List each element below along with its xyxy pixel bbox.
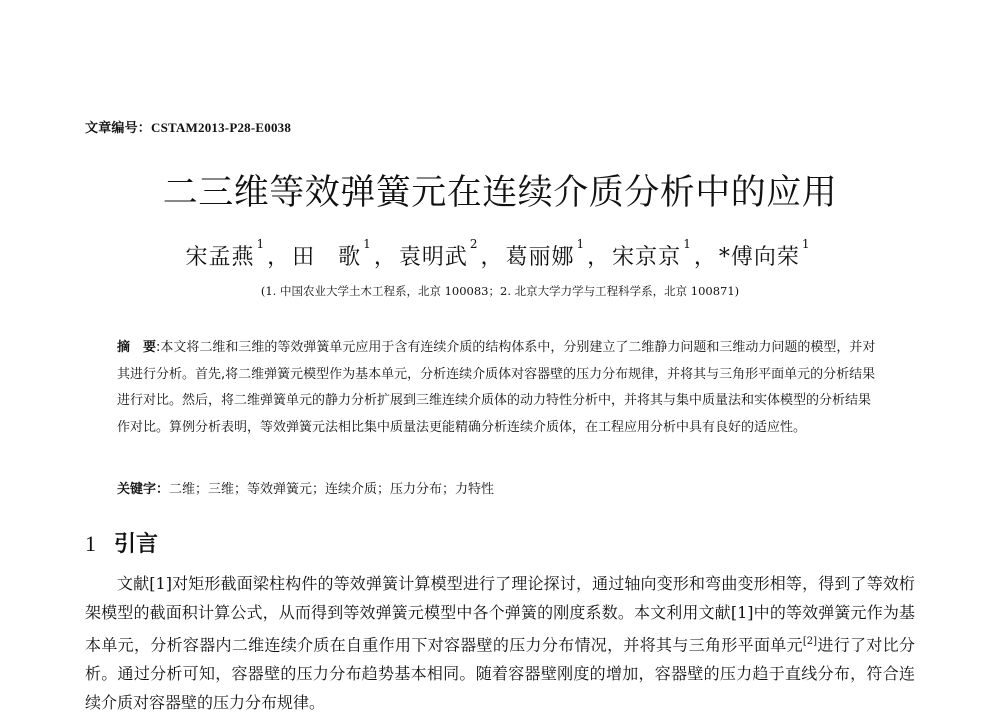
article-id-label: 文章编号：: [85, 121, 152, 136]
author-affil-mark: 1: [363, 237, 372, 251]
author-affil-mark: 1: [576, 237, 586, 251]
author: [292, 237, 399, 270]
author: [185, 237, 292, 270]
author-name: 宋孟燕: [185, 245, 255, 270]
author: [398, 237, 506, 270]
author-separator: ，: [693, 245, 717, 270]
author-separator: ，: [480, 245, 504, 270]
intro-text-part2: 进行了对比分析。通过分析可知，容器壁的压力分布趋势基本相同。随着容器壁刚度的增加，容器壁的压力趋于直线分布，符合连续介质对容器壁的压力分布规律。: [85, 634, 915, 712]
author-affil-mark: 1: [801, 237, 811, 251]
intro-paragraph: [85, 570, 915, 717]
abstract: [117, 335, 882, 441]
abstract-label: 摘 要: [117, 340, 157, 355]
author-name: 宋京京: [612, 245, 682, 270]
author-name: 葛丽娜: [505, 245, 575, 270]
keywords-label: 关键字：: [117, 482, 170, 497]
citation-marker: [2]: [802, 635, 818, 647]
author-name: *傅向荣: [718, 245, 800, 270]
author-affil-mark: 1: [683, 237, 692, 251]
author: [718, 237, 815, 270]
section-title: 引言: [114, 532, 159, 557]
author: [612, 237, 719, 270]
article-id: [85, 117, 291, 136]
article-id-value: CSTAM2013-P28-E0038: [151, 120, 292, 135]
intro-text-part1: 文献[1]对矩形截面梁柱构件的等效弹簧计算模型进行了理论探讨，通过轴向变形和弯曲变形相等，得到了等效桁架模型的截面积计算公式，从而得到等效弹簧元模型中各个弹簧的刚度系数。本文利用文献[1]中的等效弹簧元作为基本单元，分析容器内二维连续介质在自重作用下对容器壁的压力分布情况，并将其与三角形平面单元: [85, 574, 915, 654]
author-name: 田 歌: [292, 245, 362, 270]
author-name: 袁明武: [398, 245, 468, 270]
keywords: [117, 478, 882, 497]
author: [505, 237, 613, 270]
keywords-text: 二维；三维；等效弹簧元；连续介质；压力分布；力特性: [169, 482, 495, 497]
paper-title: 二三维等效弹簧元在连续介质分析中的应用: [162, 173, 838, 213]
author-affil-mark: 1: [256, 237, 266, 251]
section-number: 1: [85, 531, 96, 556]
author-separator: ，: [267, 245, 291, 270]
abstract-text: :本文将二维和三维的等效弹簧单元应用于含有连续介质的结构体系中，分别建立了二维静力问题和三维动力问题的模型，并对其进行分析。首先,将二维弹簧元模型作为基本单元，分析连续介质体对容器壁的压力分布规律，并将其与三角形平面单元的分析结果进行对比。然后，将二维弹簧单元的静力分析扩展到三维连续介质体的动力特性分析中，并将其与集中质量法和实体模型的分析结果作对比。算例分析表明，等效弹簧元法相比集中质量法更能精确分析连续介质体，在工程应用分析中具有良好的适应性。: [117, 340, 876, 435]
author-list: [0, 237, 1000, 271]
author-separator: ，: [587, 245, 611, 270]
affiliations: (1. 中国农业大学土木工程系，北京 100083；2. 北京大学力学与工程科学系，北京 100871): [260, 284, 740, 298]
author-affil-mark: 2: [469, 237, 479, 251]
author-separator: ，: [373, 245, 397, 270]
section-heading: [85, 527, 158, 558]
